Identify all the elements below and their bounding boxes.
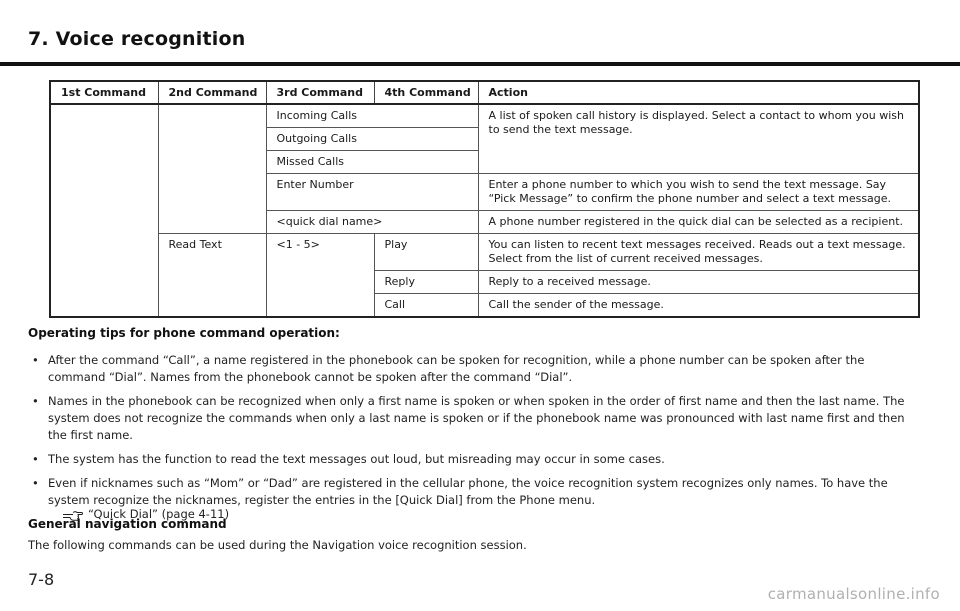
command-table xyxy=(49,80,920,318)
tip-text: Names in the phonebook can be recognized when only a first name is spoken or when spoken in the order of first name and then the last name. The system does not recognize the commands when only a last name is spoken or if the phonebook name was pronounced with last name first and then the first name. xyxy=(48,394,905,442)
enter-number-cell: Enter Number xyxy=(266,174,478,211)
reply-cell: Reply xyxy=(374,271,478,294)
section-title: 7. Voice recognition xyxy=(28,28,246,50)
incoming-calls-cell: Incoming Calls xyxy=(266,104,478,128)
enter-number-action-cell: Enter a phone number to which you wish to send the text message. Say “Pick Message” to confirm the phone number and select a text message. xyxy=(478,174,919,211)
reference-text: “Quick Dial” (page 4-11) xyxy=(88,507,230,521)
column-header: 1st Command xyxy=(50,81,158,104)
tip-text: Even if nicknames such as “Mom” or “Dad” are registered in the cellular phone, the voice recognition system recognizes only names. To have the system recognize the nicknames, register the entries in the [Quick Dial] from the Phone menu. xyxy=(48,476,888,507)
play-action-cell: You can listen to recent text messages received. Reads out a text message. Select from the list of current received messages. xyxy=(478,234,919,271)
bullet: • xyxy=(32,353,39,367)
column-header: 4th Command xyxy=(374,81,478,104)
tip-text: After the command “Call”, a name registered in the phonebook can be spoken for recognition, while a phone number can be spoken after the command “Dial”. Names from the phonebook cannot be spoken after the command “Dial”. xyxy=(48,353,865,384)
quick-dial-action-cell: A phone number registered in the quick dial can be selected as a recipient. xyxy=(478,211,919,234)
list-item xyxy=(28,451,923,468)
title-rule xyxy=(0,62,960,66)
tip-text: The system has the function to read the text messages out loud, but misreading may occur in some cases. xyxy=(48,452,665,466)
call-history-action-cell: A list of spoken call history is displayed. Select a contact to whom you wish to send the text message. xyxy=(478,104,919,174)
tips-heading: Operating tips for phone command operation: xyxy=(28,326,340,340)
watermark: carmanualsonline.info xyxy=(767,585,940,603)
call-action-cell: Call the sender of the message. xyxy=(478,294,919,318)
table-header-row xyxy=(50,81,919,104)
nav-paragraph: The following commands can be used during the Navigation voice recognition session. xyxy=(28,538,527,552)
second-command-cell xyxy=(158,104,266,234)
range-cell: <1 - 5> xyxy=(266,234,374,318)
list-item xyxy=(28,475,923,509)
page-number: 7-8 xyxy=(28,570,55,589)
call-cell: Call xyxy=(374,294,478,318)
tips-list xyxy=(28,352,923,516)
list-item xyxy=(28,352,923,386)
column-header: 3rd Command xyxy=(266,81,374,104)
bullet: • xyxy=(32,394,39,408)
missed-calls-cell: Missed Calls xyxy=(266,151,478,174)
table-row xyxy=(50,234,919,271)
reply-action-cell: Reply to a received message. xyxy=(478,271,919,294)
outgoing-calls-cell: Outgoing Calls xyxy=(266,128,478,151)
table-row xyxy=(50,104,919,128)
list-item xyxy=(28,393,923,444)
column-header: 2nd Command xyxy=(158,81,266,104)
column-header: Action xyxy=(478,81,919,104)
bullet: • xyxy=(32,452,39,466)
quick-dial-name-cell: <quick dial name> xyxy=(266,211,478,234)
first-command-cell xyxy=(50,104,158,317)
nav-heading: General navigation command xyxy=(28,517,227,531)
play-cell: Play xyxy=(374,234,478,271)
bullet: • xyxy=(32,476,39,490)
read-text-cell: Read Text xyxy=(158,234,266,318)
